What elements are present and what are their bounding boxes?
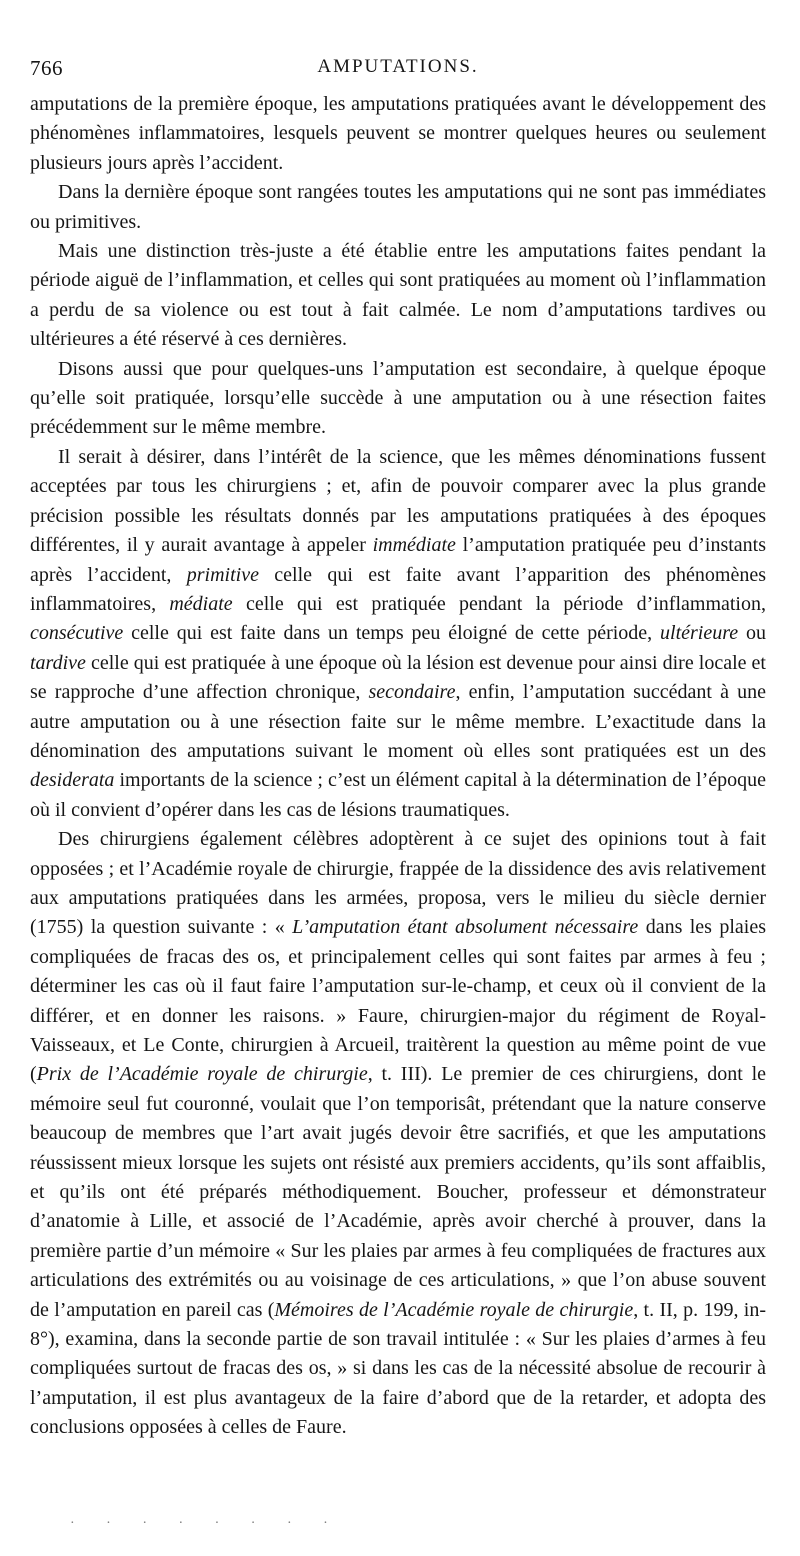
text-run: celle qui est faite avant l’apparition des phénomènes inflammatoires, [30, 563, 766, 615]
paragraph-4 [30, 355, 766, 443]
text-run: Il serait à désirer, dans l’intérêt de la science, que les mêmes dénominations fussent acceptées par tous les chirurgiens ; et, afin de pouvoir comparer avec la plus grande précision possible les résultats donnés par les amputations pratiquées à des époques différentes, il y aurait avantage à appeler [30, 445, 766, 557]
text-run: Mais une distinction très-juste a été établie entre les amputations faites pendant la période aiguë de l’inflammation, et celles qui sont pratiquées au moment où l’inflammation a perdu de sa violence ou est tout à fait calmée. Le nom d’amputations tardives ou ultérieures a été réservé à ces dernières. [30, 240, 766, 351]
italic-run: secondaire [368, 681, 456, 704]
paragraph-6 [30, 825, 766, 1443]
text-run: dans les plaies compliquées de fracas des os, et principalement celles qui sont faites par armes à feu ; déterminer les cas où il faut faire l’amputation sur-le-champ, et ceux où il convient de la différer, et en donner les raisons. » Faure, chirurgien-major du régiment de Royal-Vaisseaux, et Le Conte, chirurgien à Arcueil, traitèrent la question au même point de vue ( [30, 916, 766, 1086]
running-title: AMPUTATIONS. [317, 56, 479, 77]
text-run: amputations de la première époque, les amputations pratiquées avant le développement des phénomènes inflammatoires, lesquels peuvent se montrer quelques heures ou seulement plusieurs jours après l’accident. [30, 93, 766, 174]
italic-run: médiate [169, 592, 233, 615]
text-run: Des chirurgiens également célèbres adoptèrent à ce sujet des opinions tout à fait opposées ; et l’Académie royale de chirurgie, frappée de la dissidence des avis relativement aux amputations pratiquées dans les armées, proposa, vers le milieu du siècle dernier (1755) la question suivante : « [30, 828, 766, 939]
italic-run: desiderata [30, 769, 115, 792]
text-run: Disons aussi que pour quelques-uns l’amputation est secondaire, à quelque époque qu’elle soit pratiquée, lorsqu’elle succède à une amputation ou à une résection faites précédemment sur le même membre. [30, 357, 766, 439]
text-run: Dans la dernière époque sont rangées toutes les amputations qui ne sont pas immédiates ou primitives. [30, 181, 766, 233]
italic-run: tardive [30, 651, 86, 674]
text-run: celle qui est faite dans un temps peu éloigné de cette période, [123, 622, 661, 645]
paragraph-5 [30, 443, 766, 825]
paragraph-3 [30, 237, 766, 355]
italic-run: primitive [186, 563, 259, 586]
italic-run: Prix de l’Académie royale de chirurgie [36, 1063, 368, 1086]
italic-run: Mémoires de l’Académie royale de chirurgie [274, 1298, 634, 1321]
text-run: celle qui est pratiquée à une époque où la lésion est devenue pour ainsi dire locale et se rapproche d’une affection chronique, [30, 651, 766, 704]
paragraph-2 [30, 178, 766, 237]
italic-run: immédiate [372, 534, 456, 557]
text-run: l’amputation pratiquée peu d’instants après l’accident, [30, 534, 766, 586]
text-run: , t. II, p. 199, in-8°), examina, dans la seconde partie de son travail intitulée : « Sur les plaies d’armes à feu compliquées surtout de fracas des os, » si dans les cas de la nécessité absolue de recourir à l’amputation, il est plus avantageux de la faire d’abord que de la retarder, et adopta des conclusions opposées à celles de Faure. [30, 1298, 767, 1439]
text-run: importants de la science ; c’est un élément capital à la détermination de l’époque où il convient d’opérer dans les cas de lésions traumatiques. [30, 769, 766, 821]
paragraph-1 [30, 90, 766, 178]
text-run: , enfin, l’amputation succédant à une autre amputation ou à une résection faite sur le même membre. L’exactitude dans la dénomination des amputations suivant le moment où elles sont pratiquées est un des [30, 681, 766, 762]
print-marks: · · · · · · · · [70, 1516, 342, 1531]
italic-run: consécutive [30, 622, 124, 645]
page-header [30, 56, 766, 86]
text-run: ou [738, 622, 766, 645]
italic-run: ultérieure [660, 622, 739, 645]
italic-run: L’amputation étant absolument nécessaire [292, 916, 639, 939]
body-text [30, 90, 766, 1443]
page-number: 766 [30, 56, 63, 80]
text-run: celle qui est pratiquée pendant la période d’inflammation, [232, 592, 766, 615]
text-run: , t. III). Le premier de ces chirurgiens, dont le mémoire seul fut couronné, voulait que l’on temporisât, prétendant que la nature conserve beaucoup de membres que l’art avait jugés devoir être sacrifiés, et que les amputations réussissent mieux lorsque les sujets ont résisté aux premiers accidents, qu’ils sont affaiblis, et qu’ils ont été préparés méthodiquement. Boucher, professeur et démonstrateur d’anatomie à Lille, et associé de l’Académie, après avoir cherché à prouver, dans la première partie d’un mémoire « Sur les plaies par armes à feu compliquées de fractures aux articulations des extrémités ou au voisinage de ces articulations, » que l’on abuse souvent de l’amputation en pareil cas ( [30, 1063, 766, 1321]
